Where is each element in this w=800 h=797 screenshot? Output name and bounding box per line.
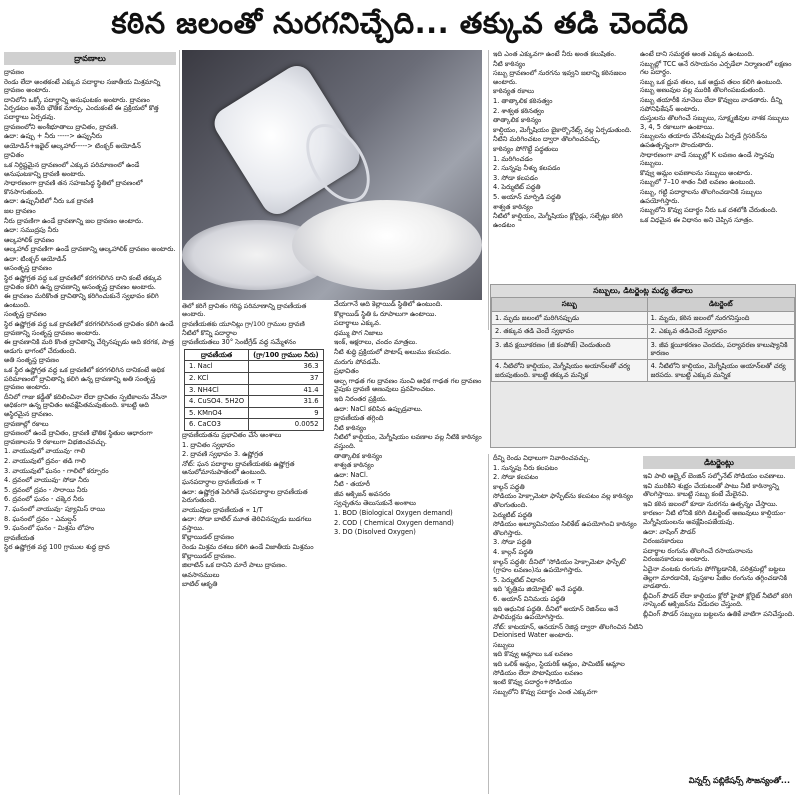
paragraph: సంతృప్త ద్రావణం	[4, 310, 47, 319]
photo-caption: తెలో కరిగే ద్రావితం గరిష్ఠ పరిమాణాన్ని ద్రావణీయత అంటారు.	[182, 302, 307, 319]
paragraph: 3. సోడా పద్ధతి	[493, 538, 532, 547]
compound-cell: 5. KMnO4	[185, 407, 249, 419]
paragraph: సబ్బు ఒక ధ్రువ తలం, ఒక అధ్రువ తలం కలిగి ఉంటుంది. సబ్బు అణువుల వల్ల మురికి తొలగింపబడుతుంది.	[640, 77, 783, 95]
paragraph: 2. వాయువులో ద్రవం- తడి గాలి	[4, 456, 86, 465]
soap-detergent-comparison-box	[490, 284, 796, 448]
publisher-credit: విన్నర్స్ పబ్లికేషన్స్ సౌజన్యంతో...	[688, 776, 790, 785]
paragraph: స్థిర ఉష్ణోగ్రత వద్ద ఒక ద్రావణిలో కరగగలిగినంత ద్రావితం కలిగి ఉండే ద్రావణాన్ని సంతృప్త ద్రావణం అంటారు.	[4, 320, 174, 337]
paragraph: 1. ద్రావితం స్వభావం	[182, 440, 235, 449]
compound-cell: 1. Nacl	[185, 361, 249, 373]
paragraph: ఉదా: NaCl.	[334, 470, 368, 479]
table-row	[492, 325, 795, 338]
solubility-cell: 31.6	[249, 396, 323, 408]
soap-point: 1. మృదు జలంలో మరిగినప్పుడు	[492, 311, 648, 324]
paragraph: బ్లీచింగ్ పౌడర్ సబ్బులు బట్టలను ఉతికే వాటిగా పనిచేస్తుంది.	[643, 609, 795, 618]
salt-pile	[292, 200, 482, 290]
paragraph: వాయువుల ద్రావణీయత ∝ 1/T	[182, 505, 263, 514]
paragraph: కారణం- నీటి లోనికి కరిగి డిటర్జెంట్ అణువులు కాల్షియం- మెగ్నీషియంలను అవక్షేపింపజేయవు.	[643, 509, 786, 526]
paragraph: సాధారణంగా ద్రావణి తన సహజసిద్ధ స్థితిలో ద్రావణంలో కొనసాగుతుంది.	[4, 179, 143, 196]
table-row	[185, 384, 324, 396]
comparison-title: సబ్బులు, డిటర్జెంట్ల మధ్య తేడాలు	[491, 285, 795, 297]
paragraph: 5. పెర్ముటిట్ విధానం	[493, 575, 546, 584]
soap-point: 4. నీటిలోని కాల్షియం, మెగ్నీషియం అయాన్‌లతో చర్య జరుపుతుంది. కాబట్టి తక్కువ మన్నిక	[492, 360, 648, 382]
paragraph: వేయగానే అది కెల్లాయిడ్ స్థితిలో ఉంటుంది.	[334, 300, 443, 308]
paragraph: ద్రావితం	[4, 151, 24, 160]
paragraph: ఒక విధమైన ఈ విధానం అని చెప్పిన సూత్రం.	[640, 215, 754, 224]
paragraph: దానిలోని ఒక్కో పదార్థాన్ని అనుఘటకం అంటారు. ద్రావణం ఏర్పడటం అనేది భౌతిక మార్పు. ఎందుకంటే ఈ ప్రక్రియలో కొత్త పదార్థాలు ఏర్పడవు.	[4, 95, 159, 121]
solubility-cell: 0.0052	[249, 419, 323, 431]
paragraph: సబ్బులను తయారు చేసేటప్పుడు ఏర్పడే గ్లిసరిన్‌ను ఉపఉత్పన్నంగా పొందుతారు.	[640, 132, 768, 149]
table-row	[492, 311, 795, 324]
paragraph: నీటి - తయారీ	[334, 480, 370, 489]
paragraph: 9. ఘనంలో ఘనం - మిశ్రమ లోహం	[4, 524, 95, 533]
paragraph: ఘనపదార్థాల ద్రావణీయత ∝ T	[182, 477, 262, 486]
paragraph: స్వచ్ఛతను తెలుసుకునే అంశాలు	[334, 499, 416, 508]
table-header: ద్రావణీయత	[185, 349, 249, 361]
paragraph: ఇది కొవ్వు ఆమ్లాలు ఒక లవణం	[493, 650, 573, 659]
paragraph: 8. ఘనంలో ద్రవం - ఎమల్షన్	[4, 514, 77, 523]
paragraph: 3. సోడా కలపడం	[493, 173, 538, 182]
paragraph: నోట్: ఘన పదార్థాల ద్రావణీయతకు ఉష్ణోగ్రత అనులోమానుపాతంలో ఉంటుంది.	[182, 459, 295, 477]
salt-jar-photo	[182, 50, 482, 300]
section-heading: డిటర్జెంట్లు	[643, 456, 795, 469]
detergent-point: 3. జీవ క్షయీకరణం చెందదు, పర్యావరణ కాలుష్యానికి కారణం	[647, 338, 794, 360]
paragraph: కాల్గన్ పద్ధతి	[493, 482, 525, 491]
paragraph: 6. ద్రవంలో ఘనం - చక్కెర నీరు	[4, 495, 84, 504]
paragraph: విరంజనకారులు	[643, 537, 684, 546]
table-row	[185, 361, 324, 373]
paragraph: ద్రావణీయతను ప్రభావితం చేసే అంశాలు	[182, 430, 282, 439]
section-heading: ద్రావణాలు	[4, 52, 176, 65]
paragraph: దీన్ని రెండు విధాలుగా నివారించవచ్చు.	[493, 454, 591, 462]
paragraph: 4. కాల్గన్ పద్ధతి	[493, 547, 534, 556]
paragraph: ఇవి పాలి ఆల్కైల్ బెంజిన్ సల్ఫోనేట్ సోడియం లవణాలు.	[643, 472, 786, 480]
paragraph: 6. అయాన్ వినిమయ పద్ధతి	[493, 594, 566, 603]
paragraph: ద్రావణంలో ఉండే ద్రావితం, ద్రావణి భౌతిక స్థితుల ఆధారంగా ద్రావణాలను 9 రకాలుగా విభజించవచ్చు.	[4, 429, 153, 446]
solubility-table	[184, 349, 324, 431]
paragraph: ద్రావణాల్లో రకాలు	[4, 419, 49, 428]
paragraph: రెండు మిశ్రమ దశలు కలిగి ఉండే విజాతీయ మిశ్రమం కొల్లాయిడల్ ద్రావణం.	[182, 543, 314, 560]
table-header: (గ్రా/100 గ్రాముల నీరు)	[249, 349, 323, 361]
paragraph: ఆల్కహాలిక్ ద్రావణం	[4, 235, 55, 244]
paragraph: సబ్బులు	[493, 640, 515, 649]
paragraph: 5. అయాన్ మార్పిడి పద్ధతి	[493, 192, 561, 201]
paragraph: 1. BOD (Biological Oxygen demand)	[334, 509, 453, 518]
paragraph: ఇది ఆధునిక పద్ధతి. దీనిలో అయాన్ రెజిన్‌లు అనే పాలిమర్లను ఉపయోగిస్తారు.	[493, 604, 619, 622]
paragraph: ఇవి మురికిని శుభ్రం చేయటంతో పాటు నీటి కాఠిన్యాన్ని తొలగిస్తాయి. కాబట్టి సబ్బు కంటే మేలైనవి.	[643, 481, 779, 499]
paragraph: ఒక నిర్దిష్టమైన ద్రావణంలో ఎక్కువ పరిమాణంలో ఉండే అనుఘటకాన్ని ద్రావణి అంటారు.	[4, 160, 140, 178]
paragraph: నీటి కాఠిన్యం	[493, 59, 526, 68]
table-row	[185, 407, 324, 419]
paragraph: కాఠిన్యత రకాలు	[493, 87, 535, 96]
paragraph: ఏదైనా వంటకు రంగును పోగొట్టడానికి, పరిశ్రమల్లో బట్టలు తెల్లగా మారడానికి, పుస్తకాల పేజీల రంగును తగ్గించడానికి వాడతారు.	[643, 564, 788, 591]
paragraph: జల ద్రావణం	[4, 206, 36, 215]
paragraph: 2. COD ( Chemical Oxygen demand)	[334, 518, 454, 527]
paragraph: ఈ ద్రావణం మరికొంత ద్రావితాన్ని కరిగించుకునే స్వభావం కలిగి ఉంటుంది.	[4, 292, 159, 309]
compound-cell: 3. NH4Cl	[185, 384, 249, 396]
paragraph: 1. సున్నపు నీరు కలపటం	[493, 463, 558, 472]
paragraph: నీటి కాఠిన్యం	[334, 423, 367, 432]
paragraph: ఈ ద్రావణానికి మరి కొంత ద్రావితాన్ని చేర్చినప్పుడు అది కరగక, పాత్ర అడుగు భాగంలో చేరుతుంది.	[4, 338, 174, 355]
page-headline: కఠిన జలంతో నురగనిచ్చేది... తక్కువ తడి చెందేది	[111, 6, 689, 40]
paragraph: దీనిలో గాజు కడ్డీతో కదిలించినా లేదా ద్రావితం స్ఫటికాలను వేసినా అధికంగా ఉన్న ద్రావితం అవక్షేపితమవుతుంది. కాబట్టి అది అస్థిరమైన ద్రావణం.	[4, 392, 167, 418]
paragraph: స్థిర ఉష్ణోగ్రత వద్ద ఒక ద్రావణిలో కరగగలిగిన దాని కంటే తక్కువ ద్రావితం కలిగి ఉన్న ద్రావణాన్ని అసంతృప్త ద్రావణం అంటారు.	[4, 274, 162, 291]
paragraph: బ్లీచింగ్ పౌడర్ లేదా కాల్షియం క్లోరో హైపో క్లోరైట్ నీటిలో కరిగి నాస్కెంట్ ఆక్సిజన్‌ను విడుదల చేస్తుంది.	[643, 591, 793, 609]
paragraph: నీటి శుద్ధి ప్రక్రియలో పొటాష్ అలుము కలపడం.	[334, 347, 452, 356]
paragraph: సబ్బుల్లో TCC అనే రసాయనం ఎర్పడేలా నిర్మాణంలో లక్షణం గల పదార్థం.	[640, 59, 792, 77]
paragraph: ద్రావణీయత	[4, 533, 35, 542]
paragraph: ఇంటి కొవ్వు పదార్థం+సోడియం	[493, 678, 573, 687]
paragraph: అయోడిన్+ఇథైల్ ఆల్కహాల్-----> టింక్చర్ అయోడిన్	[4, 141, 141, 150]
paragraph: కొవ్వు ఆమ్లం లవణాలను సబ్బులు అంటారు.	[640, 168, 753, 177]
table-row	[185, 372, 324, 384]
compound-cell: 6. CaCO3	[185, 419, 249, 431]
paragraph: 3. వాయువులో ఘనం - గాలిలో కర్పూరం	[4, 466, 109, 475]
paragraph: నోట్: కాటయాన్, ఆనయాన్ రెజిన్ల ద్వారా తొలగించిన నీటిని Deionised Water అంటారు.	[493, 622, 643, 640]
paragraph: ఉదా: ఉప్పు + నీరు -----> ఉప్పునీరు	[4, 132, 102, 141]
paragraph: ఉదా: ఉష్ణోగ్రత పెరిగితే ఘనపదార్థాల ద్రావణీయత పెరుగుతుంది.	[182, 487, 308, 505]
paragraph: జీవ ఆక్సిజన్ అవసరం	[334, 489, 391, 498]
paragraph: ద్రావణంలోని అంశీభూతాలు ద్రావితం, ద్రావణి.	[4, 122, 119, 131]
detergent-point: 1. మృదు, కఠిన జలంలో నురగనిస్తుంది	[647, 311, 794, 324]
paragraph: ఆల్కహాల్ ద్రావణిగా ఉండే ద్రావణాన్ని ఆల్కహాలిక్ ద్రావణం అంటారు.	[4, 245, 176, 254]
paragraph: కొల్లాయిడ్ స్థితి ఓ రూపాలుగా ఉంటాయి.	[334, 309, 437, 318]
paragraph: 1. వాయువులో వాయువు- గాలి	[4, 447, 86, 456]
solubility-cell: 9	[249, 407, 323, 419]
paragraph: సబ్బులోని కొవ్వు పదార్థం ఎంత ఎక్కువగా	[493, 687, 598, 696]
paragraph: కాఠిన్యం పోగొట్టే పద్ధతులు	[493, 144, 559, 153]
paragraph: ఉదా: సముద్రపు నీరు	[4, 226, 59, 235]
paragraph: 4. ద్రవంలో వాయువు- సోడా నీరు	[4, 476, 90, 485]
detergent-point: 2. ఎక్కువ తడిచెందే స్వభావం	[647, 325, 794, 338]
paragraph: ఇది నిరంతర ప్రక్రియ.	[334, 394, 388, 403]
table-row	[185, 396, 324, 408]
paragraph: పెర్ముటిట్ పద్ధతి	[493, 510, 533, 519]
paragraph: తాత్కాలిక కాఠిన్యం	[493, 116, 542, 125]
soap-point: 3. జీవ క్షయీకరణం (జీ కంపోజ్) చెందుతుంది	[492, 338, 648, 360]
soap-point: 2. తక్కువ తడి చెందే స్వభావం	[492, 325, 648, 338]
paragraph: 2. సోడా కలపటం	[493, 473, 539, 482]
paragraph: 5. ద్రవంలో ద్రవం - సారాయి నీరు	[4, 485, 88, 494]
paragraph: నీరు ద్రావణిగా ఉండే ద్రావణాన్ని జల ద్రావణం అంటారు.	[4, 216, 144, 225]
paragraph: 3. DO (Disolved Oxygen)	[334, 528, 416, 537]
paragraph: ద్రావణం	[4, 68, 25, 76]
paragraph: ఉదా: సోడా బాటిల్ మూత తెరిచినప్పుడు బుడగలు వస్తాయి.	[182, 515, 312, 532]
paragraph: పదార్థాలు ఎక్కువ.	[334, 319, 382, 328]
solubility-cell: 36.3	[249, 361, 323, 373]
paragraph: నీటిలో కాల్షియం, మెగ్నీషియం లవణాల వల్ల నీటికి కాఠిన్యం వస్తుంది.	[334, 433, 482, 450]
paragraph: ఉదా: టింక్చర్ అయోడిన్	[4, 254, 67, 263]
paragraph: ఉదా: NaCl కలిపిన ఉప్పుడ్రవాలు.	[334, 404, 423, 413]
paragraph: అతి సంతృప్త ద్రావణం	[4, 356, 60, 365]
paragraph: ద్రావణీయత తగ్గింది	[334, 414, 384, 423]
paragraph: 4. పెర్ముటిట్ పద్ధతి	[493, 183, 541, 192]
compound-cell: 4. CuSO4. 5H2O	[185, 396, 249, 408]
detergent-point: 4. నీటిలోని కాల్షియం, మెగ్నీషియం అయాన్‌లతో చర్య జరపదు. కాబట్టి ఎక్కువ మన్నిక	[647, 360, 794, 382]
paragraph: సబ్బు ద్రావణంలో నురగను ఇవ్వని జలాన్ని కఠినజలం అంటారు.	[493, 69, 627, 86]
paragraph: 1. మరిగించడం	[493, 154, 533, 163]
paragraph: నీటిలో కొన్ని పదార్థాల	[182, 328, 237, 337]
paragraph: ఇది ఎంత ఎక్కువగా ఉంటే నీరు అంత కలుషితం.	[493, 50, 617, 58]
paragraph: సబ్బు, గట్టి పదార్థాలను తొలగించడానికి సబ్బులు ఉపయోగిస్తారు.	[640, 187, 762, 205]
comparison-header-soap: సబ్బు	[492, 298, 648, 311]
paragraph: సాధారణంగా వాడే సబ్బుల్లో K లవణం ఉండే స్నానపు సబ్బులు.	[640, 150, 775, 168]
paragraph: 1. తాత్కాలిక కఠినత్వం	[493, 96, 553, 105]
solubility-unit: ద్రావణీయతకు యూనిట్లు గ్రా/100 గ్రాముల ద్రావణి	[182, 320, 305, 329]
paragraph: ద్రావణీయతలు 30° సెంటీగ్రేడ్ వద్ద సమ్మేళనం	[182, 338, 296, 347]
solubility-cell: 41.4	[249, 384, 323, 396]
paragraph: శాశ్వత కాఠిన్యం	[334, 461, 374, 470]
paragraph: ఉంటే దాని సమర్థత అంత ఎక్కువ ఉంటుంది.	[640, 50, 755, 58]
column-text	[4, 68, 176, 552]
paragraph: అల్ప గాఢత గల ద్రావణం నుంచి అధిక గాఢత గల ద్రావణం వైపుకు ద్రావణి అణువులు ప్రవహించటం.	[334, 376, 482, 394]
table-row	[492, 360, 795, 382]
paragraph: 7. ఘనంలో వాయువు- ప్యూమిస్ రాయి	[4, 504, 105, 513]
paragraph: సబ్బు తయారీకి నూనెలు లేదా కొవ్వులు వాడతారు. దీన్ని సపోనిఫికేషన్ అంటారు.	[640, 95, 783, 113]
paragraph: ఇంక్, ఆక్షరాలు, చందం మాత్రలు.	[334, 338, 418, 347]
column-detergents	[643, 454, 795, 694]
paragraph: ఇవి కఠిన జలంలో కూడా నురగను ఉత్పన్నం చేస్తాయి.	[643, 499, 778, 508]
paragraph: నీటిలో కాల్షియం, మెగ్నీషియం క్లోరైడ్లు, సల్ఫేట్లు కరిగి ఉండటం	[493, 212, 623, 229]
compound-cell: 2. KCl	[185, 372, 249, 384]
paragraph: జిలాటిన్ ఒక దానిని మారే పాలు ద్రావణం.	[182, 561, 288, 570]
paragraph: సోడియం హెక్సామెటా ఫాస్ఫేట్‌ను కలపటం వల్ల కాఠిన్యం తొలగుతుంది.	[493, 492, 634, 509]
paragraph: ఇది ఒలిక్ ఆమ్లం, స్టియరిక్ ఆమ్లం, పామిటిక్ ఆమ్లాల సోడియం లేదా పొటాషియం లవణం	[493, 660, 625, 677]
paragraph: సోడియం అల్యూమినియం సిలికేట్ ఉపయోగించి కాఠిన్యం తొలగిస్తారు.	[493, 520, 637, 537]
paragraph: ఇది 'కృత్రిమ జియోలైట్' అనే పద్ధతి.	[493, 585, 585, 594]
comparison-header-detergent: డిటర్జెంట్	[647, 298, 794, 311]
paragraph: రెండు లేదా అంతకంటే ఎక్కువ పదార్థాల సజాతీయ మిశ్రమాన్ని ద్రావణం అంటారు.	[4, 77, 161, 95]
paragraph: సబ్బులో 7–10 శాతం నీటి లవణం ఉంటుంది.	[640, 178, 756, 187]
table-row	[185, 419, 324, 431]
column-removal-methods	[488, 454, 643, 794]
paragraph: పదార్థాల రంగును తొలగించే రసాయనాలను విరంజనకారులు అంటారు.	[643, 546, 753, 564]
paragraph: అసంతృప్త ద్రావణం	[4, 264, 52, 273]
paragraph: 2. సున్నపు నీళ్ళు కలపడం	[493, 164, 561, 173]
paragraph: సబ్బులోని కొవ్వు పదార్థం నీరు ఒక దశలోకి చేరుతుంది.	[640, 206, 778, 215]
column-solutions	[4, 50, 180, 795]
paragraph: ఒక స్థిర ఉష్ణోగ్రత వద్ద ఒక ద్రావణిలో కరగగలిగిన దానికంటే అధిక పరిమాణంలో ద్రావితాన్ని కలిగి ఉన్న ద్రావణాన్ని అతి సంతృప్త ద్రావణం అంటారు.	[4, 366, 165, 392]
paragraph: 2. శాశ్వత కఠినత్వం	[493, 106, 545, 115]
paragraph: 2. ద్రావణి స్వభావం 3. ఉష్ణోగ్రత	[182, 450, 264, 459]
column-text	[182, 329, 330, 347]
paragraph: ఉదా: ఉప్పునీటిలో నీరు ఒక ద్రావణి	[4, 197, 94, 206]
paragraph: అవసానములు	[182, 570, 220, 579]
paragraph: కాల్గన్ పద్ధతి: దీనిలో 'సోడియం హెక్సామెటా ఫాస్ఫేట్' (గ్రాహం లవణం)ను ఉపయోగిస్తారు.	[493, 557, 627, 575]
paragraph: కొల్లాయిడల్ ద్రావణం	[182, 533, 235, 542]
column-center	[182, 50, 482, 795]
paragraph: ప్రభావితం	[334, 367, 359, 376]
table-row	[492, 338, 795, 360]
comparison-table	[491, 297, 795, 382]
paragraph: నీటిని మరిగించటం ద్వారా తొలగించవచ్చు.	[493, 135, 601, 144]
paragraph: మరుగు పోవడమే.	[334, 357, 381, 366]
column-text	[334, 300, 482, 590]
paragraph: కాల్షియం, మెగ్నీషియం బైకార్బొనేట్స్ వల్ల ఏర్పడుతుంది.	[493, 125, 632, 134]
paragraph: దుస్తులను తొలగించే సబ్బులు, సూక్ష్మజీవుల నాశక సబ్బులు 3, 4, 5 రకాలుగా ఉంటాయి.	[640, 114, 789, 131]
paragraph: ఉదా: వాషింగ్ పౌడర్	[643, 527, 696, 536]
paragraph: స్థిర ఉష్ణోగ్రత వద్ద 100 గ్రాముల శుద్ధ ద్రావ	[4, 543, 110, 552]
paragraph: తాత్కాలిక కాఠిన్యం	[334, 451, 383, 460]
column-text	[182, 431, 330, 589]
paragraph: ధమ్ము పొగ నిజాలు	[334, 328, 383, 337]
paragraph: బాటిల్ ఆకృతి	[182, 580, 218, 589]
paragraph: శాశ్వత కాఠిన్యం	[493, 202, 533, 211]
solubility-cell: 37	[249, 372, 323, 384]
